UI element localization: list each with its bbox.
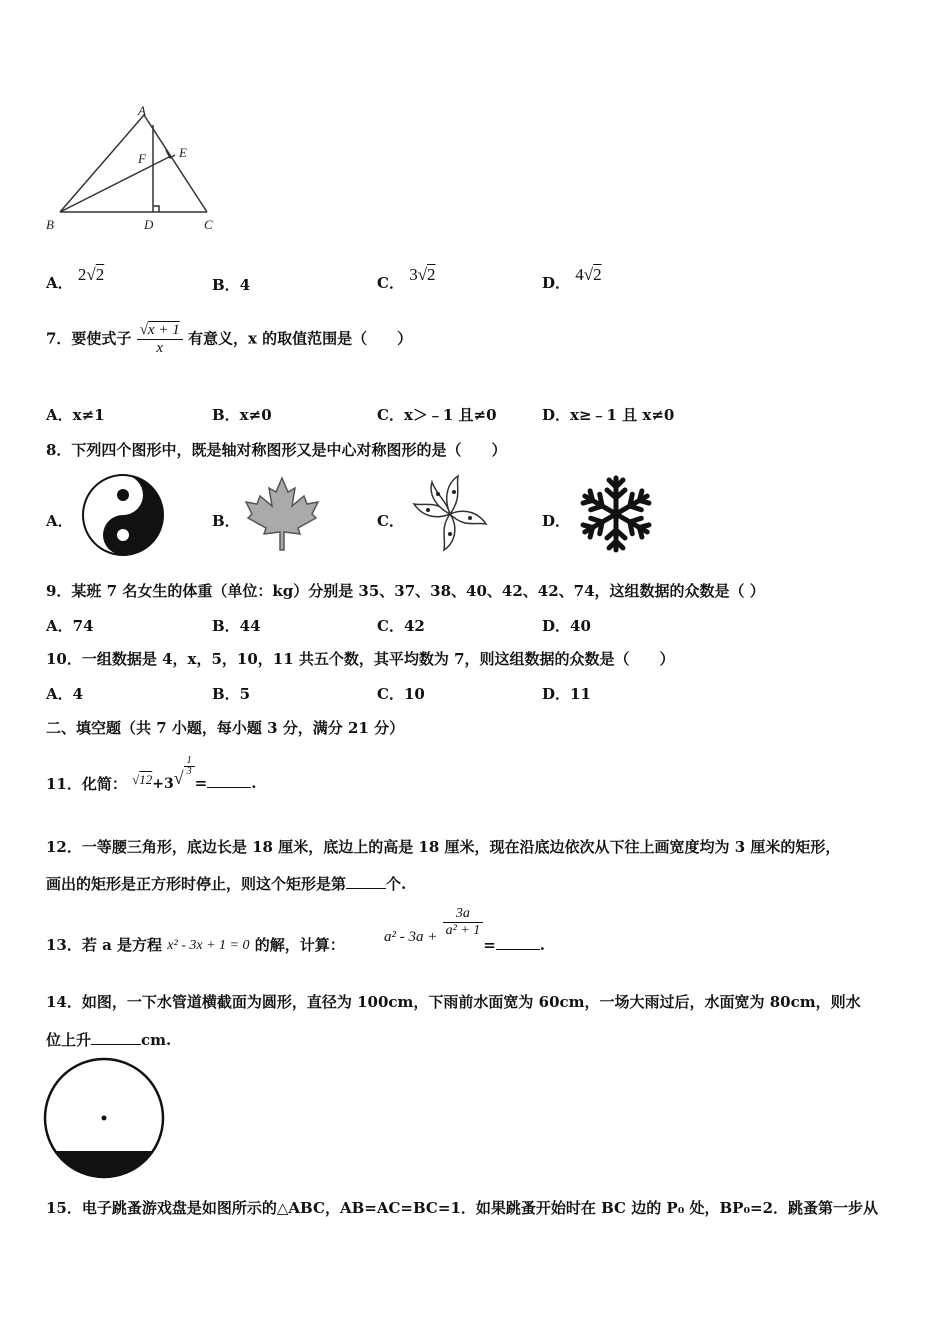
question-7: 7．要使式子 $\frac{√x + 1}{x}$ 有意义，x 的取值范围是（ ） [46, 322, 413, 356]
label-a: A [138, 105, 146, 118]
question-15: 15．电子跳蚤游戏盘是如图所示的△ABC，AB=AC=BC=1．如果跳蚤开始时在 BC 边的 P₀ 处，BP₀=2．跳蚤第一步从 [46, 1199, 879, 1217]
q6-option-c[interactable]: C． 3√2 [377, 265, 436, 292]
q10-option-c[interactable]: C．10 [377, 685, 425, 703]
answer-blank[interactable] [346, 888, 386, 889]
label-c: C [204, 217, 213, 232]
answer-blank[interactable] [496, 949, 540, 950]
q7-option-c[interactable]: C．x＞﹣1 且≠0 [377, 406, 497, 424]
answer-blank[interactable] [91, 1044, 141, 1045]
pipe-cross-section-figure [40, 1054, 172, 1182]
question-12-line2: 画出的矩形是正方形时停止，则这个矩形是第 个. [46, 875, 407, 893]
q8-option-c-label[interactable]: C． [377, 512, 404, 530]
triangle-figure [40, 105, 230, 235]
question-14-line2: 位上升 cm. [46, 1031, 172, 1049]
label-f: F [138, 151, 146, 166]
q9-option-d[interactable]: D．40 [542, 617, 591, 635]
q9-option-c[interactable]: C．42 [377, 617, 425, 635]
label-d: D [144, 217, 154, 232]
q7-option-a[interactable]: A．x≠1 [46, 406, 105, 424]
question-11: 11．化简： √12+3√ $\frac{1}{3}$ = . [46, 754, 257, 793]
q7-option-d[interactable]: D．x≥﹣1 且 x≠0 [542, 406, 675, 424]
question-10: 10．一组数据是 4，x，5，10，11 共五个数，其平均数为 7，则这组数据的众数是（ ） [46, 650, 675, 668]
q8-option-b-label[interactable]: B． [212, 512, 240, 530]
question-14-line1: 14．如图，一下水管道横截面为圆形，直径为 100cm，下雨前水面宽为 60cm，一场大雨过后，水面宽为 80cm，则水 [46, 993, 861, 1011]
bauhinia-flower-icon [404, 470, 496, 558]
question-12-line1: 12．一等腰三角形，底边长是 18 厘米，底边上的高是 18 厘米，现在沿底边依次从下往上画宽度均为 3 厘米的矩形， [46, 838, 841, 856]
q10-option-a[interactable]: A．4 [46, 685, 84, 703]
question-8: 8．下列四个图形中，既是轴对称图形又是中心对称图形的是（ ） [46, 441, 507, 459]
maple-leaf-icon [240, 472, 324, 556]
section-heading: 二、填空题（共 7 小题，每小题 3 分，满分 21 分） [46, 719, 405, 737]
snowflake-icon [574, 472, 658, 556]
q6-option-d[interactable]: D． 4√2 [542, 265, 602, 292]
question-13: 13．若 a 是方程 x² - 3x + 1 = 0 的解，计算： a² - 3a + $\frac{3a}{\text{a² + 1}}$ = . [46, 906, 546, 954]
answer-blank[interactable] [207, 787, 251, 788]
q10-option-d[interactable]: D．11 [542, 685, 591, 703]
q9-option-b[interactable]: B．44 [212, 617, 261, 635]
label-b: B [46, 217, 54, 232]
question-9: 9．某班 7 名女生的体重（单位：kg）分别是 35、37、38、40、42、42、74，这组数据的众数是（ ） [46, 582, 765, 600]
q8-option-a-label[interactable]: A． [46, 512, 73, 530]
q9-option-a[interactable]: A．74 [46, 617, 94, 635]
q10-option-b[interactable]: B．5 [212, 685, 251, 703]
q7-option-b[interactable]: B．x≠0 [212, 406, 272, 424]
q8-option-d-label[interactable]: D． [542, 512, 571, 530]
label-e: E [179, 145, 187, 160]
q6-option-b[interactable]: B．4 [212, 276, 251, 294]
q6-option-a[interactable]: A． 2√2 [46, 265, 105, 292]
yin-yang-icon [80, 472, 166, 558]
